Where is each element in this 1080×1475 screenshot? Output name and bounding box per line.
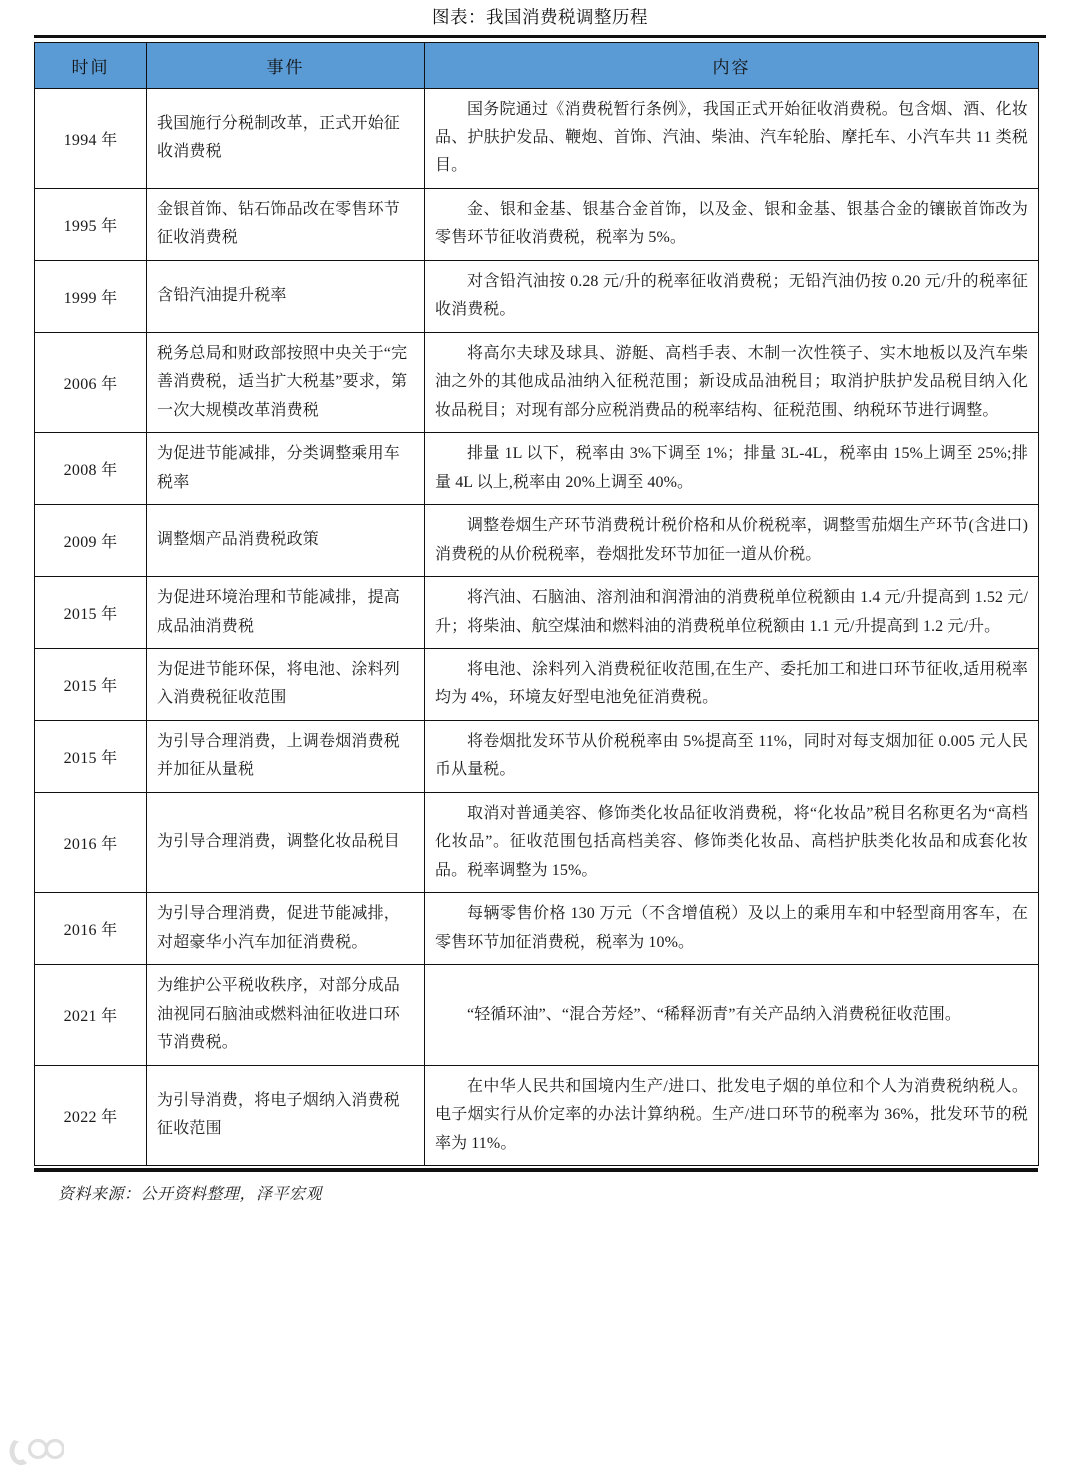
cell-time: 2009 年 xyxy=(35,505,147,577)
table-row xyxy=(35,893,1039,965)
cell-time: 2022 年 xyxy=(35,1065,147,1165)
column-header-content: 内容 xyxy=(425,42,1039,88)
column-header-time: 时间 xyxy=(35,42,147,88)
cell-content: 在中华人民共和国境内生产/进口、批发电子烟的单位和个人为消费税纳税人。电子烟实行从价定率的办法计算纳税。生产/进口环节的税率为 36%，批发环节的税率为 11%。 xyxy=(425,1065,1039,1165)
cell-event: 为引导合理消费，调整化妆品税目 xyxy=(147,792,425,892)
table-body xyxy=(35,88,1039,1166)
cell-content: 国务院通过《消费税暂行条例》，我国正式开始征收消费税。包含烟、酒、化妆品、护肤护发品、鞭炮、首饰、汽油、柴油、汽车轮胎、摩托车、小汽车共 11 类税目。 xyxy=(425,88,1039,188)
table-row xyxy=(35,433,1039,505)
table-row xyxy=(35,965,1039,1065)
cell-event: 含铅汽油提升税率 xyxy=(147,260,425,332)
cell-event: 为引导合理消费，上调卷烟消费税并加征从量税 xyxy=(147,720,425,792)
cell-time: 1994 年 xyxy=(35,88,147,188)
table-row xyxy=(35,332,1039,432)
table-row xyxy=(35,1065,1039,1165)
cell-time: 2006 年 xyxy=(35,332,147,432)
policy-timeline-table xyxy=(34,42,1039,1167)
cell-event: 为促进节能减排，分类调整乘用车税率 xyxy=(147,433,425,505)
cell-time: 2015 年 xyxy=(35,577,147,649)
cell-content: 将汽油、石脑油、溶剂油和润滑油的消费税单位税额由 1.4 元/升提高到 1.52 元/升；将柴油、航空煤油和燃料油的消费税单位税额由 1.1 元/升提高到 1.2 元/升。 xyxy=(425,577,1039,649)
cell-content: 每辆零售价格 130 万元（不含增值税）及以上的乘用车和中轻型商用客车，在零售环节加征消费税，税率为 10%。 xyxy=(425,893,1039,965)
cell-time: 2016 年 xyxy=(35,893,147,965)
source-text: 公开资料整理，泽平宏观 xyxy=(140,1186,323,1204)
cell-content: 将高尔夫球及球具、游艇、高档手表、木制一次性筷子、实木地板以及汽车柴油之外的其他成品油纳入征税范围；新设成品油税目；取消护肤护发品税目纳入化妆品税目；对现有部分应税消费品的税率结构、征税范围、纳税环节进行调整。 xyxy=(425,332,1039,432)
cell-event: 我国施行分税制改革，正式开始征收消费税 xyxy=(147,88,425,188)
table-row xyxy=(35,792,1039,892)
cell-event: 为促进环境治理和节能减排，提高成品油消费税 xyxy=(147,577,425,649)
column-header-event: 事件 xyxy=(147,42,425,88)
cell-content: 取消对普通美容、修饰类化妆品征收消费税，将“化妆品”税目名称更名为“高档化妆品”。征收范围包括高档美容、修饰类化妆品、高档护肤类化妆品和成套化妆品。税率调整为 15%。 xyxy=(425,792,1039,892)
cell-content: 对含铅汽油按 0.28 元/升的税率征收消费税；无铅汽油仍按 0.20 元/升的税率征收消费税。 xyxy=(425,260,1039,332)
cell-time: 1995 年 xyxy=(35,188,147,260)
cell-event: 为促进节能环保，将电池、涂料列入消费税征收范围 xyxy=(147,649,425,721)
cell-time: 2015 年 xyxy=(35,720,147,792)
cell-event: 金银首饰、钻石饰品改在零售环节征收消费税 xyxy=(147,188,425,260)
cell-content: 将卷烟批发环节从价税税率由 5%提高至 11%，同时对每支烟加征 0.005 元人民币从量税。 xyxy=(425,720,1039,792)
source-label: 资料来源： xyxy=(58,1186,141,1204)
cell-event: 为维护公平税收秩序，对部分成品油视同石脑油或燃料油征收进口环节消费税。 xyxy=(147,965,425,1065)
cell-time: 1999 年 xyxy=(35,260,147,332)
source-line xyxy=(34,1172,1046,1204)
cell-time: 2021 年 xyxy=(35,965,147,1065)
cell-time: 2008 年 xyxy=(35,433,147,505)
table-row xyxy=(35,505,1039,577)
cell-event: 调整烟产品消费税政策 xyxy=(147,505,425,577)
watermark-logo-icon xyxy=(8,1434,64,1468)
table-header xyxy=(35,42,1039,88)
cell-content: 调整卷烟生产环节消费税计税价格和从价税税率，调整雪茄烟生产环节(含进口)消费税的从价税税率，卷烟批发环节加征一道从价税。 xyxy=(425,505,1039,577)
top-rule xyxy=(34,35,1046,38)
table-row xyxy=(35,720,1039,792)
cell-event: 为引导消费，将电子烟纳入消费税征收范围 xyxy=(147,1065,425,1165)
cell-time: 2015 年 xyxy=(35,649,147,721)
table-row xyxy=(35,188,1039,260)
cell-content: 金、银和金基、银基合金首饰，以及金、银和金基、银基合金的镶嵌首饰改为零售环节征收消费税，税率为 5%。 xyxy=(425,188,1039,260)
table-row xyxy=(35,260,1039,332)
cell-content: 排量 1L 以下，税率由 3%下调至 1%；排量 3L-4L，税率由 15%上调至 25%;排量 4L 以上,税率由 20%上调至 40%。 xyxy=(425,433,1039,505)
figure-title: 图表：我国消费税调整历程 xyxy=(432,7,648,27)
table-row xyxy=(35,577,1039,649)
cell-event: 为引导合理消费，促进节能减排，对超豪华小汽车加征消费税。 xyxy=(147,893,425,965)
cell-event: 税务总局和财政部按照中央关于“完善消费税，适当扩大税基”要求，第一次大规模改革消费税 xyxy=(147,332,425,432)
cell-content: 将电池、涂料列入消费税征收范围,在生产、委托加工和进口环节征收,适用税率均为 4%，环境友好型电池免征消费税。 xyxy=(425,649,1039,721)
cell-content: “轻循环油”、“混合芳烃”、“稀释沥青”有关产品纳入消费税征收范围。 xyxy=(425,965,1039,1065)
table-row xyxy=(35,649,1039,721)
table-row xyxy=(35,88,1039,188)
cell-time: 2016 年 xyxy=(35,792,147,892)
header-row xyxy=(35,42,1039,88)
